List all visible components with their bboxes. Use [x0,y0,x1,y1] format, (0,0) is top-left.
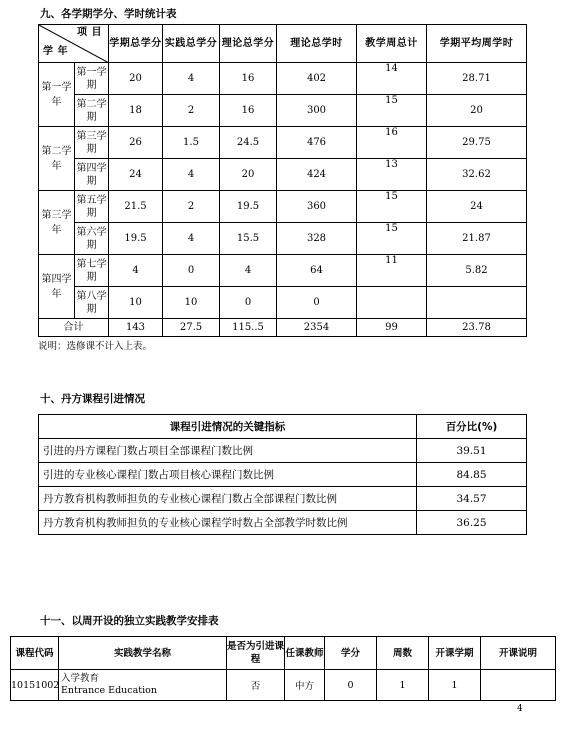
semester-cell: 第一学期 [75,63,109,95]
cell: 4 [163,159,220,191]
semester-cell: 第五学期 [75,191,109,223]
course-name-cell [59,670,227,701]
col-header: 课程引进情况的关键指标 [39,415,417,439]
table-row [39,439,527,463]
table-row [39,95,527,127]
cell: 21.87 [427,223,527,255]
cell: 4 [163,223,220,255]
imported-flag: 否 [227,670,285,701]
practice-schedule-table [10,636,556,701]
weeks: 1 [377,670,429,701]
section10-title: 十、丹方课程引进情况 [40,393,145,405]
cell: 0 [220,287,277,319]
cell: 16 [357,127,427,159]
cell: 14 [357,63,427,95]
table-row [39,287,527,319]
cell: 143 [109,319,163,337]
year-cell: 第一学年 [39,63,75,127]
cell: 20 [427,95,527,127]
course-name-en: Entrance Education [61,685,157,696]
cell: 19.5 [220,191,277,223]
cell: 11 [357,255,427,287]
percentage-value: 39.51 [417,439,527,463]
cell: 4 [220,255,277,287]
col-header: 周数 [377,637,429,670]
cell: 18 [109,95,163,127]
cell: 328 [277,223,357,255]
cell: 64 [277,255,357,287]
year-cell: 第四学年 [39,255,75,319]
semester-cell: 第四学期 [75,159,109,191]
teacher: 中方 [285,670,325,701]
cell: 1.5 [163,127,220,159]
cell: 28.71 [427,63,527,95]
section9-title: 九、各学期学分、学时统计表 [40,8,177,20]
cell: 29.75 [427,127,527,159]
cell: 360 [277,191,357,223]
cell: 15.5 [220,223,277,255]
semester-cell: 第六学期 [75,223,109,255]
semester-cell: 第七学期 [75,255,109,287]
cell: 16 [220,95,277,127]
indicator-label: 丹方教育机构教师担负的专业核心课程学时数占全部教学时数比例 [39,511,417,535]
cell: 4 [109,255,163,287]
year-cell: 第二学年 [39,127,75,191]
total-label: 合计 [39,319,109,337]
cell: 10 [163,287,220,319]
percentage-value: 36.25 [417,511,527,535]
cell: 10 [109,287,163,319]
col-header: 百分比(%) [417,415,527,439]
table-header-row [11,637,556,670]
cell: 300 [277,95,357,127]
semester-cell: 第二学期 [75,95,109,127]
table-row [39,191,527,223]
cell: 2 [163,191,220,223]
credit-hours-table [38,24,527,337]
cell: 424 [277,159,357,191]
cell: 32.62 [427,159,527,191]
table-note: 说明：选修课不计入上表。 [38,341,153,352]
table-row [39,463,527,487]
table-row [11,670,556,701]
cell: 13 [357,159,427,191]
remark [481,670,556,701]
cell: 2 [163,95,220,127]
semester-cell: 第八学期 [75,287,109,319]
table-header-row [39,25,527,63]
semester-cell: 第三学期 [75,127,109,159]
cell: 21.5 [109,191,163,223]
col-header: 理论总学分 [220,25,277,63]
cell: 15 [357,191,427,223]
corner-header-cell [39,25,109,63]
cell: 24 [427,191,527,223]
col-header: 课程代码 [11,637,59,670]
cell: 20 [220,159,277,191]
table-header-row [39,415,527,439]
corner-top-label: 项 目 [77,27,102,38]
col-header: 学期平均周学时 [427,25,527,63]
cell: 23.78 [427,319,527,337]
corner-bottom-label: 学 年 [43,46,68,57]
cell: 15 [357,95,427,127]
cell: 15 [357,223,427,255]
percentage-value: 84.85 [417,463,527,487]
col-header: 是否为引进课程 [227,637,285,670]
cell: 24.5 [220,127,277,159]
cell: 476 [277,127,357,159]
col-header: 理论总学时 [277,25,357,63]
cell: 20 [109,63,163,95]
cell: 16 [220,63,277,95]
col-header: 实践总学分 [163,25,220,63]
course-code: 10151002 [11,670,59,701]
credits: 0 [325,670,377,701]
table-row [39,511,527,535]
cell: 26 [109,127,163,159]
cell: 19.5 [109,223,163,255]
year-cell: 第三学年 [39,191,75,255]
cell: 0 [277,287,357,319]
page-number: 4 [517,704,523,714]
course-import-table [38,414,527,535]
cell: 2354 [277,319,357,337]
section11-title: 十一、以周开设的独立实践教学安排表 [40,615,219,627]
indicator-label: 引进的专业核心课程门数占项目核心课程门数比例 [39,463,417,487]
course-name-cn: 入学教育 [61,673,100,684]
cell: 115..5 [220,319,277,337]
col-header: 实践教学名称 [59,637,227,670]
indicator-label: 丹方教育机构教师担负的专业核心课程门数占全部课程门数比例 [39,487,417,511]
term: 1 [429,670,481,701]
table-row [39,223,527,255]
cell: 4 [163,63,220,95]
table-row [39,487,527,511]
cell [427,287,527,319]
cell: 5.82 [427,255,527,287]
table-row [39,159,527,191]
col-header: 开课说明 [481,637,556,670]
cell: 0 [163,255,220,287]
percentage-value: 34.57 [417,487,527,511]
col-header: 学分 [325,637,377,670]
table-row [39,255,527,287]
col-header: 开课学期 [429,637,481,670]
table-row [39,127,527,159]
indicator-label: 引进的丹方课程门数占项目全部课程门数比例 [39,439,417,463]
col-header: 教学周总计 [357,25,427,63]
col-header: 学期总学分 [109,25,163,63]
cell [357,287,427,319]
total-row [39,319,527,337]
cell: 402 [277,63,357,95]
cell: 24 [109,159,163,191]
cell: 99 [357,319,427,337]
table-row [39,63,527,95]
cell: 27.5 [163,319,220,337]
col-header: 任课教师 [285,637,325,670]
